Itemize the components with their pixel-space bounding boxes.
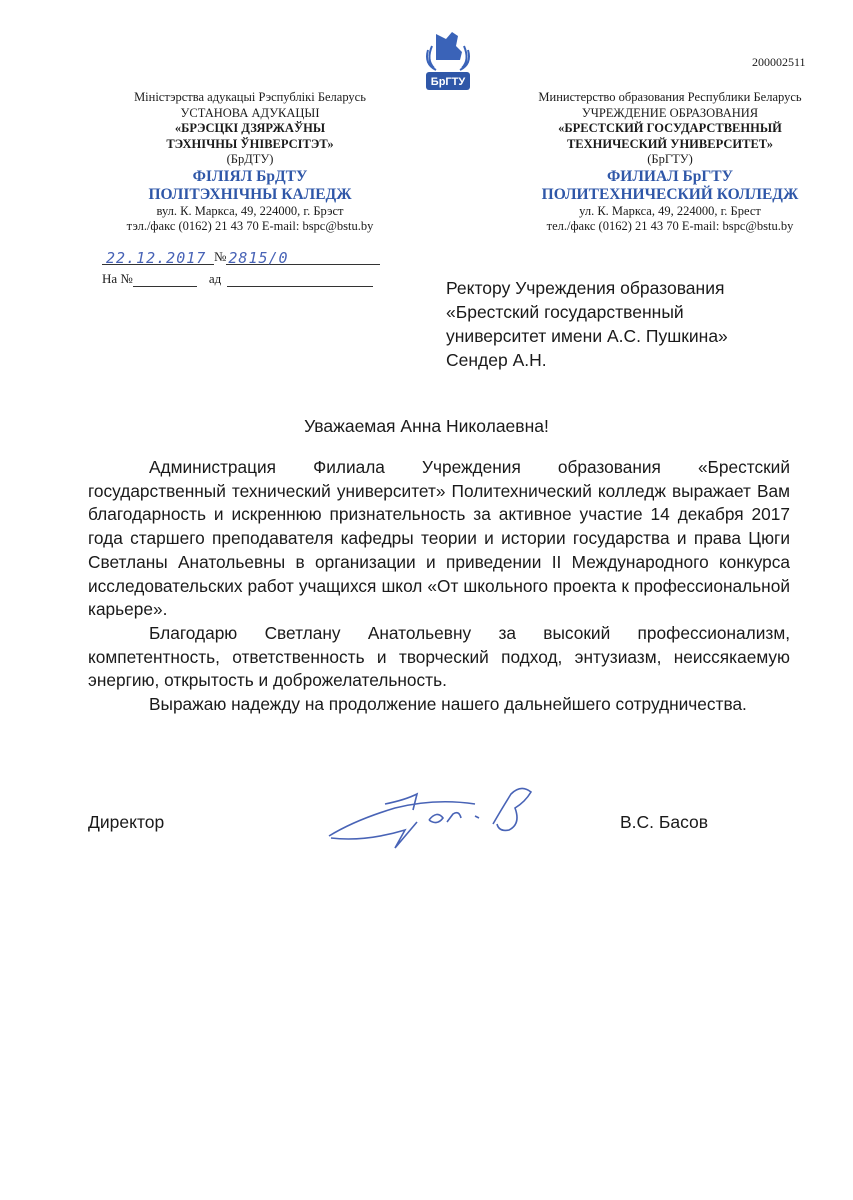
branch-ru-line1: ФИЛИАЛ БрГТУ <box>606 167 734 185</box>
document-id: 200002511 <box>752 55 806 69</box>
number-sign: № <box>214 249 227 264</box>
header-right <box>490 90 850 235</box>
body-paragraph: Администрация Филиала Учреждения образования «Брестский государственный технический университет» Политехнический колледж выражает Вам благодарность и искреннюю признательность за активное участие 14 декабря 2017 года старшего преподавателя кафедры теории и истории государства и права Цюги Светланы Анатольевны в организации и приведении II Международного конкурса исследовательских работ учащихся школ «От школьного проекта к профессиональной карьере». <box>88 457 790 620</box>
university-be-abbr: (БрДТУ) <box>226 152 274 166</box>
ministry-be: Міністэрства адукацыі Рэспублікі Беларусь <box>134 90 366 104</box>
contacts-ru: тел./факс (0162) 21 43 70 E-mail: bspc@bstu.by <box>546 219 794 233</box>
registration-number: 2815/0 <box>228 249 289 267</box>
letter-body <box>88 456 790 717</box>
header-left <box>75 90 425 235</box>
university-logo <box>422 30 474 94</box>
addressee-line: Сендер А.Н. <box>446 350 547 370</box>
registration-block <box>102 249 380 291</box>
university-ru-line1: «БРЕСТСКИЙ ГОСУДАРСТВЕННЫЙ <box>558 121 782 135</box>
greeting: Уважаемая Анна Николаевна! <box>304 416 549 436</box>
reply-ad: ад <box>208 271 222 286</box>
branch-ru-line2: ПОЛИТЕХНИЧЕСКИЙ КОЛЛЕДЖ <box>541 185 799 203</box>
university-be-line2: ТЭХНІЧНЫ ЎНІВЕРСІТЭТ» <box>166 136 334 151</box>
body-paragraph: Благодарю Светлану Анатольевну за высокий профессионализм, компетентность, ответственность и творческий подход, энтузиазм, неиссякаемую энергию, открытость и доброжелательность. <box>88 622 790 691</box>
addressee-line: Ректору Учреждения образования <box>446 278 725 298</box>
institution-type-be: УСТАНОВА АДУКАЦЫІ <box>180 105 320 120</box>
registration-date: 22.12.2017 <box>106 249 207 267</box>
signatory-name: В.С. Басов <box>620 812 709 832</box>
reply-reference <box>102 271 380 291</box>
university-ru-line2: ТЕХНИЧЕСКИЙ УНИВЕРСИТЕТ» <box>566 136 774 151</box>
contacts-be: тэл./факс (0162) 21 43 70 E-mail: bspc@bstu.by <box>126 219 374 233</box>
address-ru: ул. К. Маркса, 49, 224000, г. Брест <box>579 203 761 218</box>
branch-be-line1: ФІЛІЯЛ БрДТУ <box>192 167 308 185</box>
addressee-line: университет имени А.С. Пушкина» <box>446 326 728 346</box>
institution-type-ru: УЧРЕЖДЕНИЕ ОБРАЗОВАНИЯ <box>581 105 759 120</box>
outgoing-registration <box>102 249 380 269</box>
logo-text: БрГТУ <box>430 76 466 88</box>
signatory-title: Директор <box>88 812 165 832</box>
reply-prefix: На № <box>102 271 133 286</box>
university-be-line1: «БРЭСЦКІ ДЗЯРЖАЎНЫ <box>174 121 326 135</box>
branch-be-line2: ПОЛІТЭХНІЧНЫ КАЛЕДЖ <box>148 185 352 203</box>
body-paragraph: Выражаю надежду на продолжение нашего дальнейшего сотрудничества. <box>149 694 747 715</box>
ministry-ru: Министерство образования Республики Беларусь <box>538 90 802 104</box>
addressee <box>446 276 728 372</box>
address-be: вул. К. Маркса, 49, 224000, г. Брэст <box>156 203 344 218</box>
addressee-line: «Брестский государственный <box>446 302 684 322</box>
handwritten-signature <box>325 780 555 860</box>
university-ru-abbr: (БрГТУ) <box>647 152 693 166</box>
